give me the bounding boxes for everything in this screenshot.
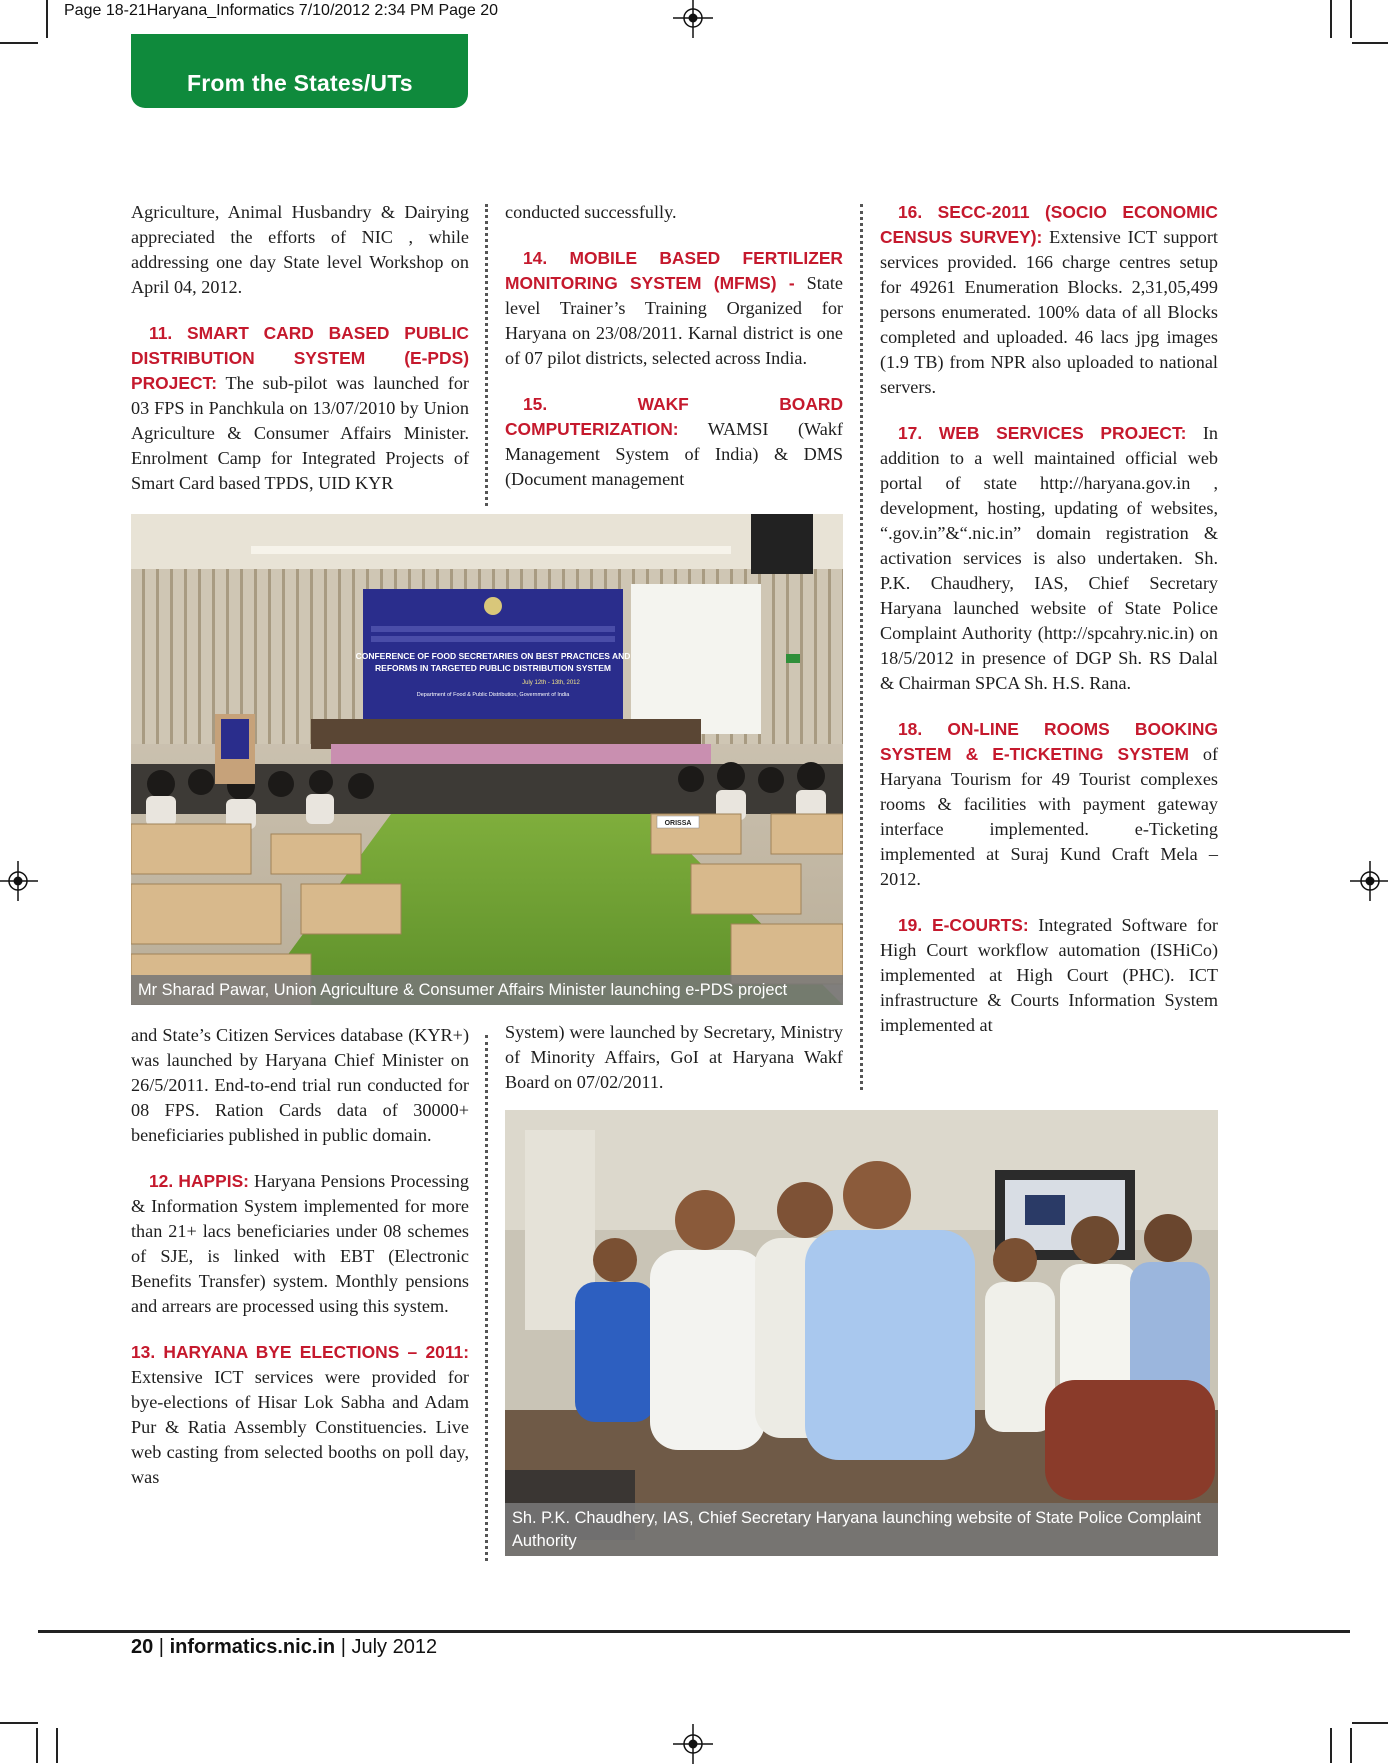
conference-photo <box>131 514 843 1005</box>
footer-rule <box>38 1630 1350 1633</box>
item-19-text: Integrated Software for High Court workflow automation (ISHiCo) implemented at High Court (PHC). ICT infrastructure & Courts Information System implemented at <box>880 915 1218 1035</box>
item-12-text: Haryana Pensions Processing & Information System implemented for more than 21+ lacs beneficiaries under 08 schemes of SJE, is linked with EBT (Electronic Benefits Transfer) system. Monthly pensions and arrears are processed using this system. <box>131 1171 469 1316</box>
item-13-text: Extensive ICT services were provided for bye-elections of Hisar Lok Sabha and Adam Pur & Ratia Assembly Constituencies. Live web casting from selected booths on poll day, was <box>131 1367 469 1487</box>
item-18-text: of Haryana Tourism for 49 Tourist complexes rooms & facilities with payment gateway interface implemented. e-Ticketing implemented at Suraj Kund Craft Mela – 2012. <box>880 744 1218 889</box>
crop-mark <box>36 1728 38 1763</box>
section-tab <box>131 34 468 108</box>
crop-mark <box>0 1722 38 1724</box>
registration-mark-icon <box>673 0 713 38</box>
item-17-text: In addition to a well maintained official web portal of state http://haryana.gov.in , development, hosting, updating of websites, “.gov.in”&“.nic.in” domain registration & activation services is also undertaken. Sh. P.K. Chaudhery, IAS, Chief Secretary Haryana launched website of State Police Complaint Authority (http://spcahry.nic.in) on 18/5/2012 in presence of DGP Sh. RS Dalal & Chairman SPCA Sh. H.S. Rana. <box>880 423 1218 693</box>
item-14-text: State level Trainer’s Training Organized for Haryana on 23/08/2011. Karnal district is one of 07 pilot districts, selected across India. <box>505 273 843 368</box>
footer-separator: | <box>153 1636 170 1658</box>
column-2-bottom <box>505 1020 843 1095</box>
crop-mark <box>0 42 38 44</box>
paragraph-item-16 <box>880 200 1218 400</box>
column-divider <box>860 204 863 1090</box>
crop-mark <box>46 0 48 38</box>
banner-line-2: REFORMS IN TARGETED PUBLIC DISTRIBUTION SYSTEM <box>375 663 611 673</box>
footer-site: informatics.nic.in <box>169 1636 336 1658</box>
item-11-text: The sub-pilot was launched for 03 FPS in Panchkula on 13/07/2010 by Union Agriculture & Consumer Affairs Minister. Enrolment Camp for Integrated Projects of Smart Card based TPDS, UID KYR <box>131 373 469 493</box>
banner-dates: July 12th - 13th, 2012 <box>522 680 580 686</box>
heading-item-12: 12. HAPPIS: <box>149 1171 249 1191</box>
footer-issue: July 2012 <box>351 1636 438 1658</box>
page-number: 20 <box>131 1636 154 1658</box>
heading-item-14: 14. MOBILE BASED FERTILIZER MONITORING SYSTEM (MFMS) - <box>505 248 843 293</box>
crop-mark <box>1330 1728 1332 1763</box>
heading-item-18: 18. ON-LINE ROOMS BOOKING SYSTEM & E-TICKETING SYSTEM <box>880 719 1218 764</box>
paragraph: and State’s Citizen Services database (KYR+) was launched by Haryana Chief Minister on 26/5/2011. End-to-end trial run conducted for 08 FPS. Ration Cards data of 30000+ beneficiaries published in public domain. <box>131 1025 469 1145</box>
crop-mark <box>1352 42 1388 44</box>
photo-caption: Mr Sharad Pawar, Union Agriculture & Consumer Affairs Minister launching e-PDS project <box>131 975 843 1005</box>
paragraph: System) were launched by Secretary, Ministry of Minority Affairs, GoI at Haryana Wakf Board on 07/02/2011. <box>505 1022 843 1092</box>
photo-caption: Sh. P.K. Chaudhery, IAS, Chief Secretary Haryana launching website of State Police Complaint Authority <box>505 1503 1218 1556</box>
crop-mark <box>1350 1728 1352 1763</box>
paragraph-item-12 <box>131 1169 469 1319</box>
section-tab-label: From the States/UTs <box>187 70 413 96</box>
heading-item-16: 16. SECC-2011 (SOCIO ECONOMIC CENSUS SURVEY): <box>880 202 1218 247</box>
heading-item-11: 11. SMART CARD BASED PUBLIC DISTRIBUTION SYSTEM (E-PDS) PROJECT: <box>131 323 469 393</box>
registration-mark-icon <box>673 1724 713 1764</box>
heading-item-15: 15. WAKF BOARD COMPUTERIZATION: <box>505 394 843 439</box>
item-16-text: Extensive ICT support services provided. 166 charge centres setup for 49261 Enumeration Blocks. 2,31,05,499 persons enumerated. 100% data of all Blocks completed and uploaded. 46 lacs jpg images (1.9 TB) from NPR also uploaded to national servers. <box>880 227 1218 397</box>
website-launch-photo-illustration <box>505 1110 1218 1556</box>
column-1-bottom <box>131 1023 469 1490</box>
crop-mark <box>1352 1722 1388 1724</box>
column-divider <box>485 1035 488 1561</box>
desk-nameplate: ORISSA <box>664 820 692 827</box>
paragraph-item-14 <box>505 246 843 371</box>
paragraph-item-15 <box>505 392 843 492</box>
paragraph-item-11 <box>131 321 469 496</box>
page-footer <box>131 1636 437 1659</box>
paragraph-item-17 <box>880 421 1218 696</box>
registration-mark-icon <box>0 861 38 901</box>
column-3 <box>880 200 1218 1038</box>
item-15-text: WAMSI (Wakf Management System of India) & DMS (Document management <box>505 419 843 489</box>
crop-mark <box>1350 0 1352 38</box>
paragraph-item-18 <box>880 717 1218 892</box>
column-1-top <box>131 200 469 496</box>
registration-mark-icon <box>1350 861 1388 901</box>
heading-item-17: 17. WEB SERVICES PROJECT: <box>898 423 1187 443</box>
print-slug: Page 18-21Haryana_Informatics 7/10/2012 2:34 PM Page 20 <box>64 2 499 19</box>
paragraph: conducted successfully. <box>505 202 677 222</box>
website-launch-photo <box>505 1110 1218 1556</box>
paragraph-item-13 <box>131 1340 469 1490</box>
footer-separator: | <box>335 1636 352 1658</box>
heading-item-13: 13. HARYANA BYE ELECTIONS – 2011: <box>131 1342 469 1362</box>
crop-mark <box>56 1728 58 1763</box>
banner-line-1: CONFERENCE OF FOOD SECRETARIES ON BEST PRACTICES AND <box>355 651 631 661</box>
heading-item-19: 19. E-COURTS: <box>898 915 1029 935</box>
banner-line-3: Department of Food & Public Distribution, Government of India <box>416 692 570 698</box>
paragraph-item-19 <box>880 913 1218 1038</box>
paragraph: Agriculture, Animal Husbandry & Dairying appreciated the efforts of NIC , while addressing one day State level Workshop on April 04, 2012. <box>131 202 469 297</box>
column-2-top <box>505 200 843 492</box>
column-divider <box>485 204 488 506</box>
conference-photo-illustration <box>131 514 843 1005</box>
crop-mark <box>1330 0 1332 38</box>
